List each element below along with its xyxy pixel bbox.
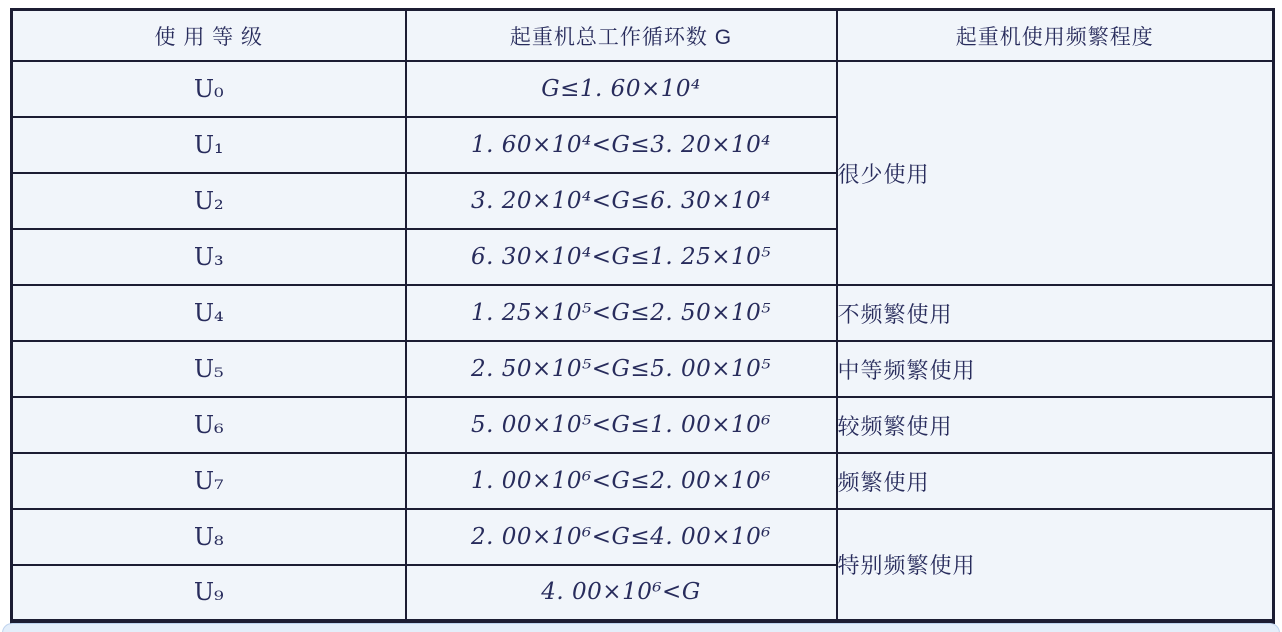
crane-usage-table-wrap [10,8,1275,624]
table-row-u0 [12,61,1274,117]
grade-cell: U₁ [12,117,406,173]
table-row-u6 [12,397,1274,453]
header-usage-frequency: 起重机使用频繁程度 [837,10,1274,62]
cycles-cell: 3. 20×10⁴<G≤6. 30×10⁴ [406,173,837,229]
grade-cell: U₅ [12,341,406,397]
cycles-cell: 1. 00×10⁶<G≤2. 00×10⁶ [406,453,837,509]
frequency-cell-especially-frequent-use: 特别频繁使用 [837,509,1274,621]
grade-cell: U₈ [12,509,406,565]
frequency-cell-moderate-use: 中等频繁使用 [837,341,1274,397]
crane-usage-class-table [10,8,1275,624]
cycles-cell: G≤1. 60×10⁴ [406,61,837,117]
table-row-u4 [12,285,1274,341]
header-usage-grade: 使 用 等 级 [12,10,406,62]
grade-cell: U₄ [12,285,406,341]
table-row-u7 [12,453,1274,509]
frequency-cell-frequent-use: 频繁使用 [837,453,1274,509]
frequency-cell-fairly-frequent-use: 较频繁使用 [837,397,1274,453]
header-total-work-cycles: 起重机总工作循环数 G [406,10,837,62]
frequency-cell-rarely-used: 很少使用 [837,61,1274,285]
table-row-u5 [12,341,1274,397]
cycles-cell: 6. 30×10⁴<G≤1. 25×10⁵ [406,229,837,285]
cycles-cell: 4. 00×10⁶<G [406,565,837,621]
grade-cell: U₆ [12,397,406,453]
next-card-top-edge [2,623,1280,632]
table-row-u8 [12,509,1274,565]
cycles-cell: 2. 50×10⁵<G≤5. 00×10⁵ [406,341,837,397]
grade-cell: U₉ [12,565,406,621]
table-header-row [12,10,1274,62]
grade-cell: U₃ [12,229,406,285]
grade-cell: U₀ [12,61,406,117]
cycles-cell: 5. 00×10⁵<G≤1. 00×10⁶ [406,397,837,453]
cycles-cell: 1. 25×10⁵<G≤2. 50×10⁵ [406,285,837,341]
grade-cell: U₂ [12,173,406,229]
cycles-cell: 1. 60×10⁴<G≤3. 20×10⁴ [406,117,837,173]
frequency-cell-infrequent-use: 不频繁使用 [837,285,1274,341]
cycles-cell: 2. 00×10⁶<G≤4. 00×10⁶ [406,509,837,565]
grade-cell: U₇ [12,453,406,509]
